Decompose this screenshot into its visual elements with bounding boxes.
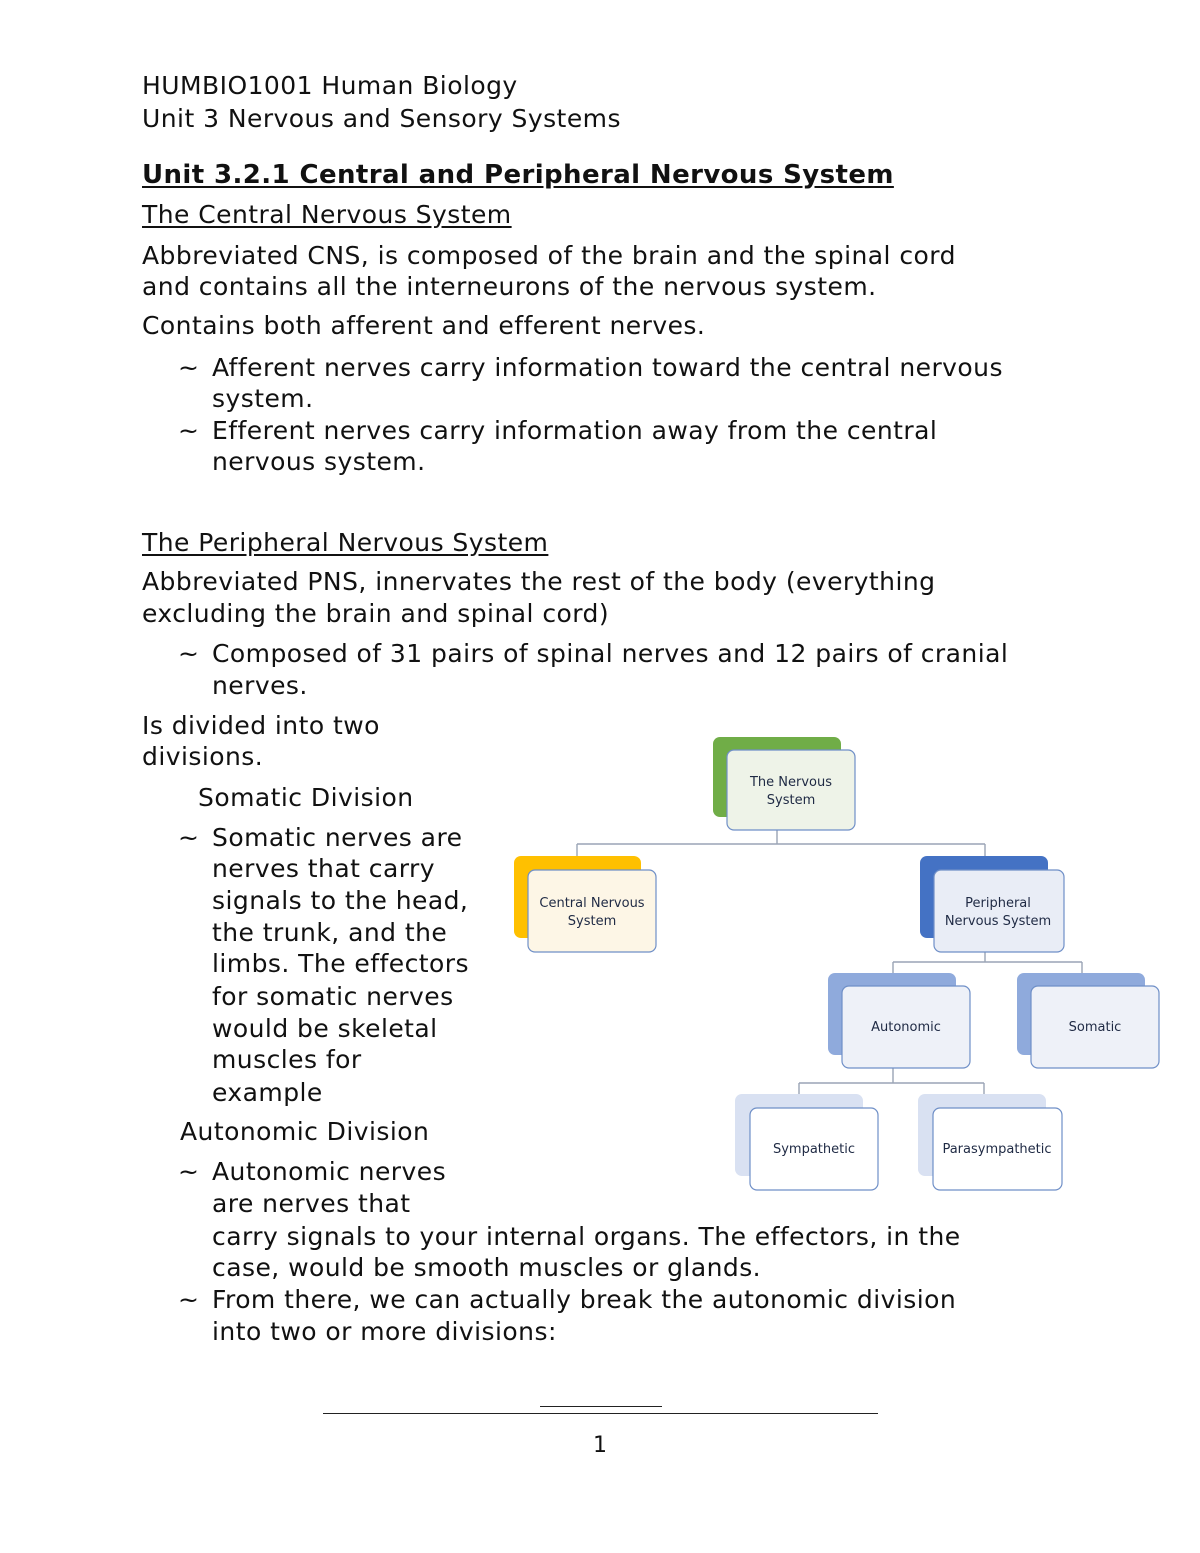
autonomic-line: are nerves that	[212, 1189, 411, 1218]
node-label: Central Nervous	[539, 896, 645, 911]
cns-para2: Contains both afferent and efferent nerves.	[142, 311, 706, 340]
autonomic-break-line1: From there, we can actually break the autonomic division	[212, 1285, 957, 1314]
somatic-line: limbs. The effectors	[212, 949, 469, 978]
diagram-node-autonomic	[828, 973, 970, 1068]
cns-heading: The Central Nervous System	[142, 200, 512, 229]
diagram-node-nervous-system	[713, 737, 855, 830]
bullet-marker: ~	[178, 1157, 199, 1186]
autonomic-break-line2: into two or more divisions:	[212, 1317, 557, 1346]
bullet-marker: ~	[178, 1285, 199, 1314]
node-label: System	[567, 914, 617, 929]
somatic-line: for somatic nerves	[212, 982, 454, 1011]
node-front-card	[934, 870, 1064, 952]
efferent-bullet-line2: nervous system.	[212, 447, 426, 476]
node-label: Sympathetic	[772, 1142, 856, 1157]
diagram-node-parasympathetic	[918, 1094, 1062, 1190]
diagram-node-peripheral-nervous-system	[920, 856, 1064, 952]
spinal-nerves-bullet-line2: nerves.	[212, 671, 308, 700]
somatic-line: muscles for	[212, 1045, 362, 1074]
bullet-marker: ~	[178, 639, 199, 668]
pns-para1-line2: excluding the brain and spinal cord)	[142, 599, 610, 628]
unit-header: Unit 3 Nervous and Sensory Systems	[142, 104, 621, 133]
somatic-line: would be skeletal	[212, 1014, 438, 1043]
nervous-system-hierarchy-diagram	[505, 728, 1165, 1198]
cns-para1-line1: Abbreviated CNS, is composed of the brain and the spinal cord	[142, 241, 956, 270]
diagram-node-central-nervous-system	[514, 856, 656, 952]
divided-line1: Is divided into two	[142, 711, 380, 740]
afferent-bullet-line2: system.	[212, 384, 314, 413]
efferent-bullet-line1: Efferent nerves carry information away from the central	[212, 416, 938, 445]
node-label: System	[766, 793, 816, 808]
autonomic-heading: Autonomic Division	[180, 1117, 430, 1146]
bullet-marker: ~	[178, 353, 199, 382]
footer-short-rule	[540, 1406, 662, 1407]
somatic-line: Somatic nerves are	[212, 823, 463, 852]
autonomic-line: Autonomic nerves	[212, 1157, 447, 1186]
section-title: Unit 3.2.1 Central and Peripheral Nervous System	[142, 160, 894, 190]
pns-para1-line1: Abbreviated PNS, innervates the rest of the body (everything	[142, 567, 936, 596]
somatic-line: example	[212, 1078, 323, 1107]
node-label: Somatic	[1068, 1020, 1122, 1035]
somatic-line: nerves that carry	[212, 854, 435, 883]
diagram-node-somatic	[1017, 973, 1159, 1068]
divided-line2: divisions.	[142, 742, 264, 771]
footer-rule	[323, 1413, 878, 1414]
pns-heading: The Peripheral Nervous System	[142, 528, 549, 557]
node-label: Nervous System	[944, 914, 1052, 929]
somatic-heading: Somatic Division	[198, 783, 414, 812]
afferent-bullet-line1: Afferent nerves carry information toward the central nervous	[212, 353, 1003, 382]
bullet-marker: ~	[178, 416, 199, 445]
diagram-node-sympathetic	[735, 1094, 878, 1190]
bullet-marker: ~	[178, 823, 199, 852]
node-label: The Nervous	[749, 775, 833, 790]
spinal-nerves-bullet-line1: Composed of 31 pairs of spinal nerves and 12 pairs of cranial	[212, 639, 1009, 668]
cns-para1-line2: and contains all the interneurons of the nervous system.	[142, 272, 877, 301]
node-label: Parasympathetic	[942, 1142, 1052, 1157]
somatic-line: the trunk, and the	[212, 918, 448, 947]
node-label: Autonomic	[871, 1020, 941, 1035]
autonomic-line: carry signals to your internal organs. The effectors, in the	[212, 1222, 961, 1251]
node-front-card	[727, 750, 855, 830]
page-number: 1	[593, 1433, 607, 1458]
node-label: Peripheral	[965, 896, 1031, 911]
autonomic-line: case, would be smooth muscles or glands.	[212, 1253, 762, 1282]
somatic-line: signals to the head,	[212, 886, 469, 915]
node-front-card	[528, 870, 656, 952]
course-header: HUMBIO1001 Human Biology	[142, 71, 518, 100]
